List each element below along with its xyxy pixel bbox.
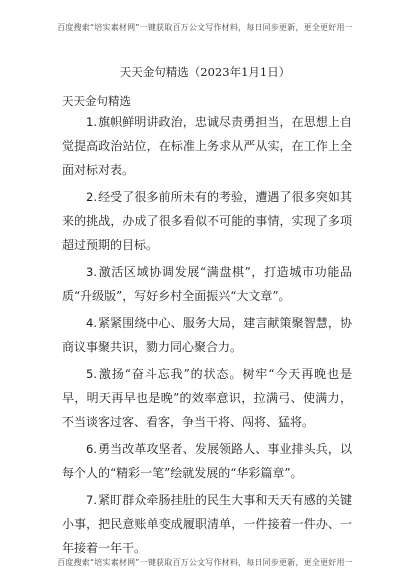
footer-banner: 百度搜索“培实素材网”一键获取百万公文写作材料，每日同步更新，更全更好用一 [57,558,353,567]
list-item [62,362,352,434]
item-number: 1. [86,115,97,129]
item-number: 6. [86,442,97,456]
item-text: 经受了很多前所未有的考验，遭遇了很多突如其来的挑战，办成了很多看似不可能的事情，实现了多项超过预期的目标。 [62,190,352,252]
item-number: 5. [86,367,97,381]
list-item [62,110,352,182]
item-text: 激活区域协调发展“满盘棋”，打造城市功能品质“升级版”，写好乡村全面振兴“大文章”。 [62,265,352,303]
item-text: 激扬“奋斗忘我”的状态。树牢“今天再晚也是早，明天再早也是晚”的效率意识，拉满弓、使满力，不当谈客过客、看客，争当干将、闯将、猛将。 [62,367,352,429]
item-number: 3. [86,265,97,279]
item-number: 7. [86,493,97,507]
list-item [62,260,352,308]
item-text: 紧盯群众牵肠挂肚的民生大事和天天有感的关键小事，把民意账单变成履职清单，一件接着一件办、一年接着一年干。 [62,493,352,555]
header-banner: 百度搜索“培实素材网”一键获取百万公文写作材料，每日同步更新，更全更好用一 [57,23,353,32]
item-number: 4. [86,316,97,330]
item-text: 紧紧围绕中心、服务大局，建言献策聚智慧，协商议事聚共识，勠力同心聚合力。 [62,316,352,354]
list-item [62,311,352,359]
document-title: 天天金句精选（2023年1月1日） [119,65,291,79]
list-item [62,488,352,560]
list-item [62,437,352,485]
item-text: 旗帜鲜明讲政治，忠诚尽责勇担当，在思想上自觉提高政治站位，在标准上务求从严从实，在工作上全面对标对表。 [62,115,352,177]
list-item [62,185,352,257]
item-text: 勇当改革攻坚者、发展领路人、事业排头兵，以每个人的“精彩一笔”绘就发展的“华彩篇章”。 [62,442,352,480]
item-number: 2. [86,190,97,204]
document-body [62,110,352,555]
section-heading: 天天金句精选 [62,94,131,108]
